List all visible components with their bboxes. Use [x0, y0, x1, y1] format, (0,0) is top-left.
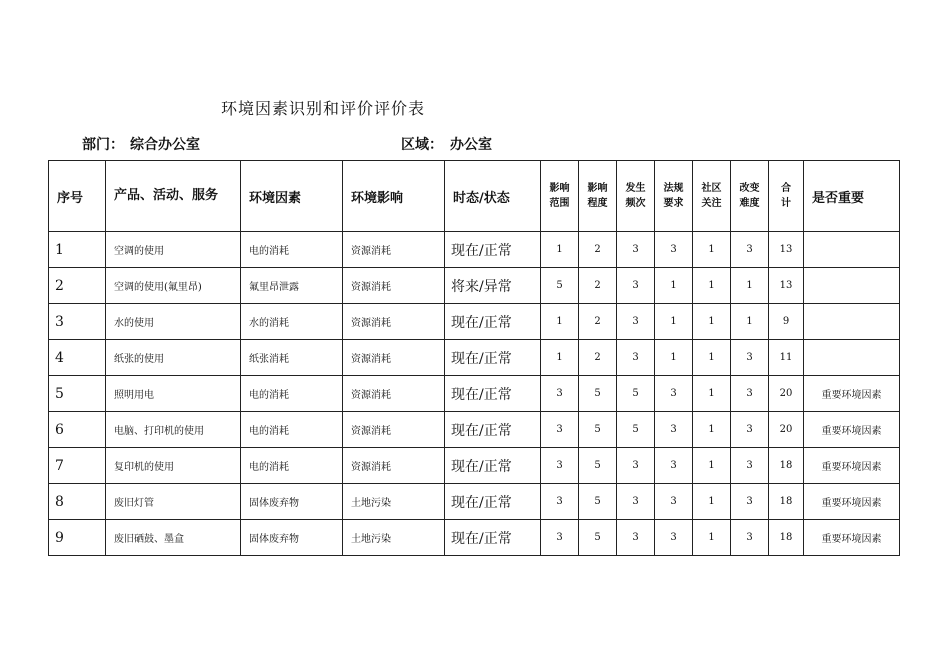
row-law: 1 — [655, 304, 693, 340]
row-number: 7 — [49, 448, 106, 484]
row-frequency: 3 — [617, 448, 655, 484]
row-impact: 资源消耗 — [343, 304, 445, 340]
table-row — [49, 376, 900, 412]
row-law: 3 — [655, 520, 693, 556]
row-status: 现在/正常 — [445, 484, 541, 520]
row-total: 13 — [769, 232, 804, 268]
row-frequency: 3 — [617, 484, 655, 520]
row-degree: 5 — [579, 412, 617, 448]
row-difficulty: 3 — [731, 340, 769, 376]
header-community-line1: 社区 — [701, 183, 722, 194]
header-total-line1: 合 — [781, 183, 791, 194]
row-total: 20 — [769, 412, 804, 448]
row-degree: 2 — [579, 340, 617, 376]
row-important: 重要环境因素 — [804, 376, 900, 412]
row-product: 复印机的使用 — [106, 448, 241, 484]
row-product: 水的使用 — [106, 304, 241, 340]
row-total: 18 — [769, 484, 804, 520]
row-difficulty: 3 — [731, 376, 769, 412]
header-frequency — [617, 161, 655, 232]
row-law: 1 — [655, 340, 693, 376]
row-product: 废旧灯管 — [106, 484, 241, 520]
row-total: 9 — [769, 304, 804, 340]
header-product: 产品、活动、服务 — [106, 161, 241, 232]
row-scope: 1 — [541, 304, 579, 340]
row-important — [804, 304, 900, 340]
row-factor: 固体废弃物 — [241, 484, 343, 520]
row-frequency: 5 — [617, 376, 655, 412]
row-number: 8 — [49, 484, 106, 520]
table-row — [49, 448, 900, 484]
row-scope: 1 — [541, 232, 579, 268]
table-row — [49, 412, 900, 448]
row-degree: 5 — [579, 448, 617, 484]
row-number: 9 — [49, 520, 106, 556]
header-frequency-line2: 频次 — [625, 198, 646, 209]
row-factor: 固体废弃物 — [241, 520, 343, 556]
row-impact: 土地污染 — [343, 520, 445, 556]
row-frequency: 5 — [617, 412, 655, 448]
row-total: 20 — [769, 376, 804, 412]
header-degree-line2: 程度 — [587, 198, 608, 209]
row-product: 空调的使用 — [106, 232, 241, 268]
header-law-line1: 法规 — [663, 183, 684, 194]
area-label: 区域： — [401, 137, 443, 153]
header-important: 是否重要 — [804, 161, 900, 232]
row-scope: 3 — [541, 484, 579, 520]
header-scope — [541, 161, 579, 232]
page-title: 环境因素识别和评价评价表 — [221, 99, 426, 118]
table-row — [49, 520, 900, 556]
row-factor: 氟里昂泄露 — [241, 268, 343, 304]
row-important — [804, 340, 900, 376]
row-difficulty: 3 — [731, 448, 769, 484]
row-impact: 资源消耗 — [343, 376, 445, 412]
row-degree: 2 — [579, 268, 617, 304]
row-impact: 资源消耗 — [343, 448, 445, 484]
row-status: 现在/正常 — [445, 520, 541, 556]
header-frequency-line1: 发生 — [625, 183, 646, 194]
row-total: 18 — [769, 520, 804, 556]
row-important: 重要环境因素 — [804, 448, 900, 484]
row-factor: 纸张消耗 — [241, 340, 343, 376]
row-status: 现在/正常 — [445, 340, 541, 376]
header-difficulty-line2: 难度 — [739, 198, 760, 209]
header-degree — [579, 161, 617, 232]
row-number: 3 — [49, 304, 106, 340]
row-impact: 资源消耗 — [343, 412, 445, 448]
row-scope: 3 — [541, 448, 579, 484]
table-row — [49, 232, 900, 268]
evaluation-table — [48, 160, 900, 556]
row-important: 重要环境因素 — [804, 520, 900, 556]
row-community: 1 — [693, 484, 731, 520]
department-value: 综合办公室 — [130, 137, 200, 153]
row-law: 3 — [655, 232, 693, 268]
row-product: 纸张的使用 — [106, 340, 241, 376]
header-difficulty-line1: 改变 — [739, 183, 760, 194]
header-impact: 环境影响 — [343, 161, 445, 232]
header-seq: 序号 — [49, 161, 106, 232]
row-community: 1 — [693, 448, 731, 484]
row-law: 3 — [655, 448, 693, 484]
row-community: 1 — [693, 268, 731, 304]
row-frequency: 3 — [617, 304, 655, 340]
row-degree: 2 — [579, 232, 617, 268]
row-factor: 电的消耗 — [241, 412, 343, 448]
row-law: 3 — [655, 484, 693, 520]
row-total: 18 — [769, 448, 804, 484]
row-scope: 3 — [541, 520, 579, 556]
department-label: 部门： — [82, 137, 124, 153]
header-total-line2: 计 — [781, 198, 791, 209]
row-frequency: 3 — [617, 520, 655, 556]
row-degree: 2 — [579, 304, 617, 340]
row-status: 现在/正常 — [445, 376, 541, 412]
row-factor: 水的消耗 — [241, 304, 343, 340]
table-row — [49, 484, 900, 520]
row-community: 1 — [693, 232, 731, 268]
row-important — [804, 232, 900, 268]
row-community: 1 — [693, 376, 731, 412]
row-impact: 土地污染 — [343, 484, 445, 520]
row-difficulty: 1 — [731, 268, 769, 304]
row-scope: 5 — [541, 268, 579, 304]
row-law: 1 — [655, 268, 693, 304]
row-factor: 电的消耗 — [241, 448, 343, 484]
header-scope-line1: 影响 — [549, 183, 570, 194]
header-difficulty — [731, 161, 769, 232]
row-law: 3 — [655, 376, 693, 412]
row-factor: 电的消耗 — [241, 376, 343, 412]
row-number: 5 — [49, 376, 106, 412]
row-community: 1 — [693, 304, 731, 340]
row-product: 空调的使用(氟里昂) — [106, 268, 241, 304]
row-important — [804, 268, 900, 304]
row-number: 2 — [49, 268, 106, 304]
row-impact: 资源消耗 — [343, 268, 445, 304]
row-factor: 电的消耗 — [241, 232, 343, 268]
row-difficulty: 3 — [731, 520, 769, 556]
header-degree-line1: 影响 — [587, 183, 608, 194]
row-degree: 5 — [579, 520, 617, 556]
row-status: 现在/正常 — [445, 412, 541, 448]
table-body — [49, 232, 900, 556]
row-impact: 资源消耗 — [343, 340, 445, 376]
row-frequency: 3 — [617, 340, 655, 376]
header-community-line2: 关注 — [701, 198, 722, 209]
row-total: 11 — [769, 340, 804, 376]
row-degree: 5 — [579, 376, 617, 412]
row-degree: 5 — [579, 484, 617, 520]
row-scope: 1 — [541, 340, 579, 376]
row-status: 现在/正常 — [445, 304, 541, 340]
row-product: 电脑、打印机的使用 — [106, 412, 241, 448]
row-status: 将来/异常 — [445, 268, 541, 304]
table-row — [49, 268, 900, 304]
row-frequency: 3 — [617, 232, 655, 268]
table-row — [49, 340, 900, 376]
row-number: 4 — [49, 340, 106, 376]
row-total: 13 — [769, 268, 804, 304]
row-scope: 3 — [541, 412, 579, 448]
row-scope: 3 — [541, 376, 579, 412]
row-community: 1 — [693, 412, 731, 448]
row-difficulty: 1 — [731, 304, 769, 340]
row-law: 3 — [655, 412, 693, 448]
row-important: 重要环境因素 — [804, 412, 900, 448]
row-product: 照明用电 — [106, 376, 241, 412]
row-difficulty: 3 — [731, 412, 769, 448]
row-number: 6 — [49, 412, 106, 448]
row-status: 现在/正常 — [445, 448, 541, 484]
row-community: 1 — [693, 520, 731, 556]
row-important: 重要环境因素 — [804, 484, 900, 520]
row-number: 1 — [49, 232, 106, 268]
table-row — [49, 304, 900, 340]
header-total — [769, 161, 804, 232]
area-value: 办公室 — [450, 137, 492, 153]
header-law-line2: 要求 — [663, 198, 684, 209]
header-community — [693, 161, 731, 232]
header-factor: 环境因素 — [241, 161, 343, 232]
header-scope-line2: 范围 — [549, 198, 570, 209]
row-community: 1 — [693, 340, 731, 376]
row-impact: 资源消耗 — [343, 232, 445, 268]
header-status: 时态/状态 — [445, 161, 541, 232]
header-row — [49, 161, 900, 232]
header-law — [655, 161, 693, 232]
row-difficulty: 3 — [731, 232, 769, 268]
row-frequency: 3 — [617, 268, 655, 304]
row-status: 现在/正常 — [445, 232, 541, 268]
row-product: 废旧硒鼓、墨盒 — [106, 520, 241, 556]
row-difficulty: 3 — [731, 484, 769, 520]
